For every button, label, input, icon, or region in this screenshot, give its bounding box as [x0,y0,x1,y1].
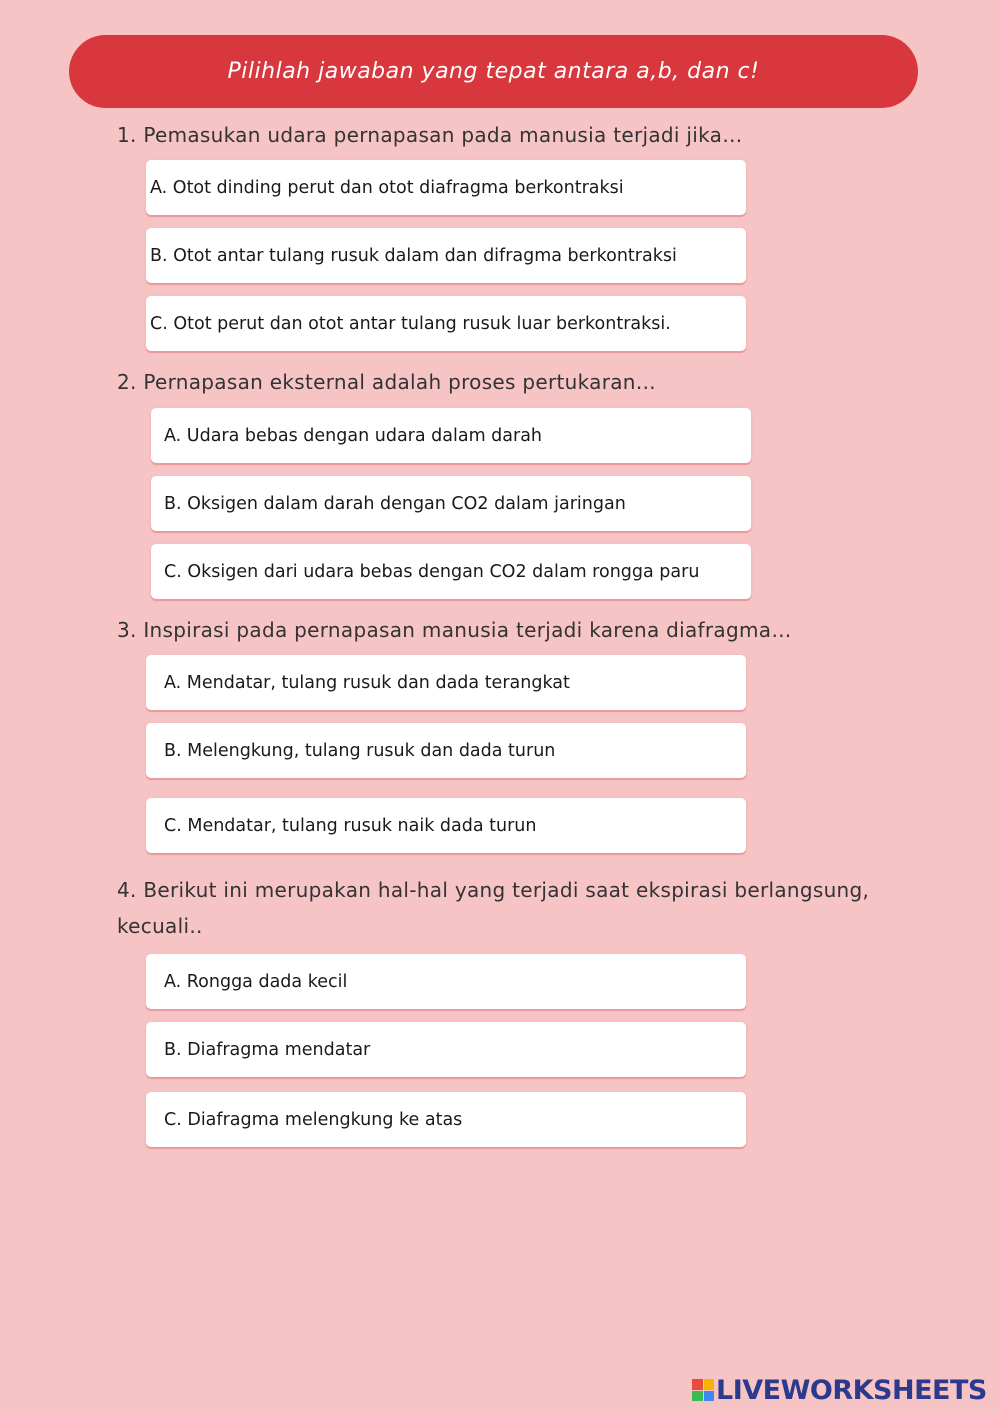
question-3-option-c[interactable]: C. Mendatar, tulang rusuk naik dada turun [146,798,746,853]
question-2: 2. Pernapasan eksternal adalah proses pertukaran… [117,370,657,394]
question-2-option-b[interactable]: B. Oksigen dalam darah dengan CO2 dalam jaringan [151,476,751,531]
question-2-option-c[interactable]: C. Oksigen dari udara bebas dengan CO2 dalam rongga paru [151,544,751,599]
liveworksheets-logo-text: LIVEWORKSHEETS [716,1374,987,1406]
question-1-option-c[interactable]: C. Otot perut dan otot antar tulang rusuk luar berkontraksi. [146,296,746,351]
question-2-option-a[interactable]: A. Udara bebas dengan udara dalam darah [151,408,751,463]
question-4-option-b[interactable]: B. Diafragma mendatar [146,1022,746,1077]
question-4-option-a[interactable]: A. Rongga dada kecil [146,954,746,1009]
question-4: 4. Berikut ini merupakan hal-hal yang terjadi saat ekspirasi berlangsung, kecuali.. [117,878,870,938]
question-1-option-a[interactable]: A. Otot dinding perut dan otot diafragma berkontraksi [146,160,746,215]
question-1-option-b[interactable]: B. Otot antar tulang rusuk dalam dan difragma berkontraksi [146,228,746,283]
instruction-banner [69,35,918,108]
question-3: 3. Inspirasi pada pernapasan manusia terjadi karena diafragma… [117,618,792,642]
question-4-option-c[interactable]: C. Diafragma melengkung ke atas [146,1092,746,1147]
liveworksheets-logo-icon [692,1379,714,1401]
instruction-text: Pilihlah jawaban yang tepat antara a,b, dan c! [227,59,760,84]
question-1: 1. Pemasukan udara pernapasan pada manusia terjadi jika… [117,123,743,147]
question-3-option-a[interactable]: A. Mendatar, tulang rusuk dan dada terangkat [146,655,746,710]
liveworksheets-logo[interactable] [692,1374,987,1406]
question-3-option-b[interactable]: B. Melengkung, tulang rusuk dan dada turun [146,723,746,778]
